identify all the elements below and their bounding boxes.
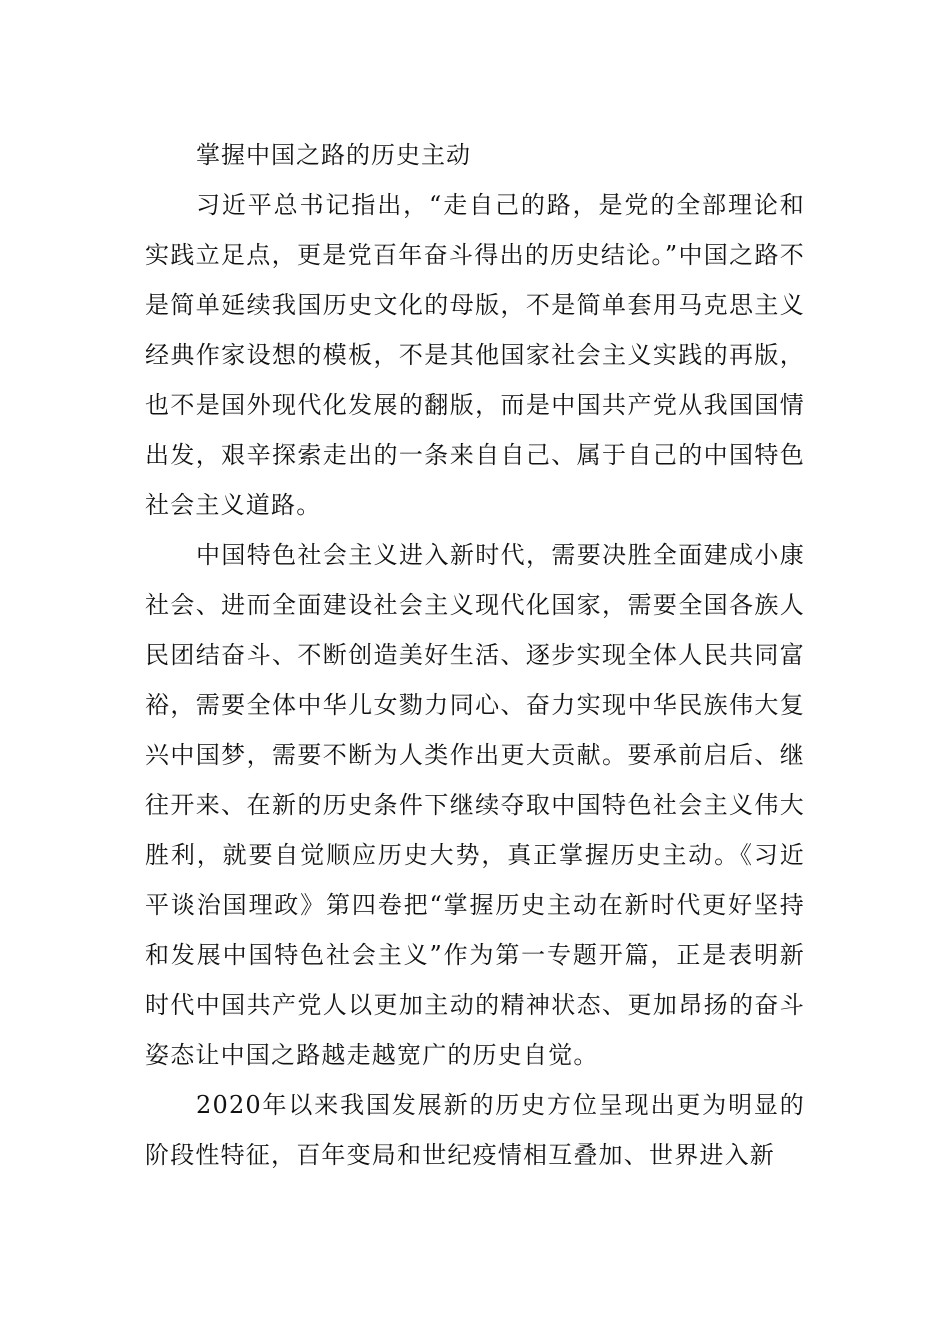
paragraph-1: 习近平总书记指出，“走自己的路，是党的全部理论和实践立足点，更是党百年奋斗得出的历史结论。”中国之路不是简单延续我国历史文化的母版，不是简单套用马克思主义经典作家设想的模板，不是其他国家社会主义实践的再版，也不是国外现代化发展的翻版，而是中国共产党从我国国情出发，艰辛探索走出的一条来自自己、属于自己的中国特色社会主义道路。 — [145, 191, 805, 519]
document-page — [145, 130, 805, 1180]
paragraph-3: 2020年以来我国发展新的历史方位呈现出更为明显的阶段性特征，百年变局和世纪疫情相互叠加、世界进入新 — [145, 1091, 805, 1169]
paragraph-2: 中国特色社会主义进入新时代，需要决胜全面建成小康社会、进而全面建设社会主义现代化国家，需要全国各族人民团结奋斗、不断创造美好生活、逐步实现全体人民共同富裕，需要全体中华儿女勠力同心、奋力实现中华民族伟大复兴中国梦，需要不断为人类作出更大贡献。要承前启后、继往开来、在新的历史条件下继续夺取中国特色社会主义伟大胜利，就要自觉顺应历史大势，真正掌握历史主动。《习近平谈治国理政》第四卷把“掌握历史主动在新时代更好坚持和发展中国特色社会主义”作为第一专题开篇，正是表明新时代中国共产党人以更加主动的精神状态、更加昂扬的奋斗姿态让中国之路越走越宽广的历史自觉。 — [145, 541, 805, 1069]
document-title: 掌握中国之路的历史主动 — [196, 141, 471, 169]
